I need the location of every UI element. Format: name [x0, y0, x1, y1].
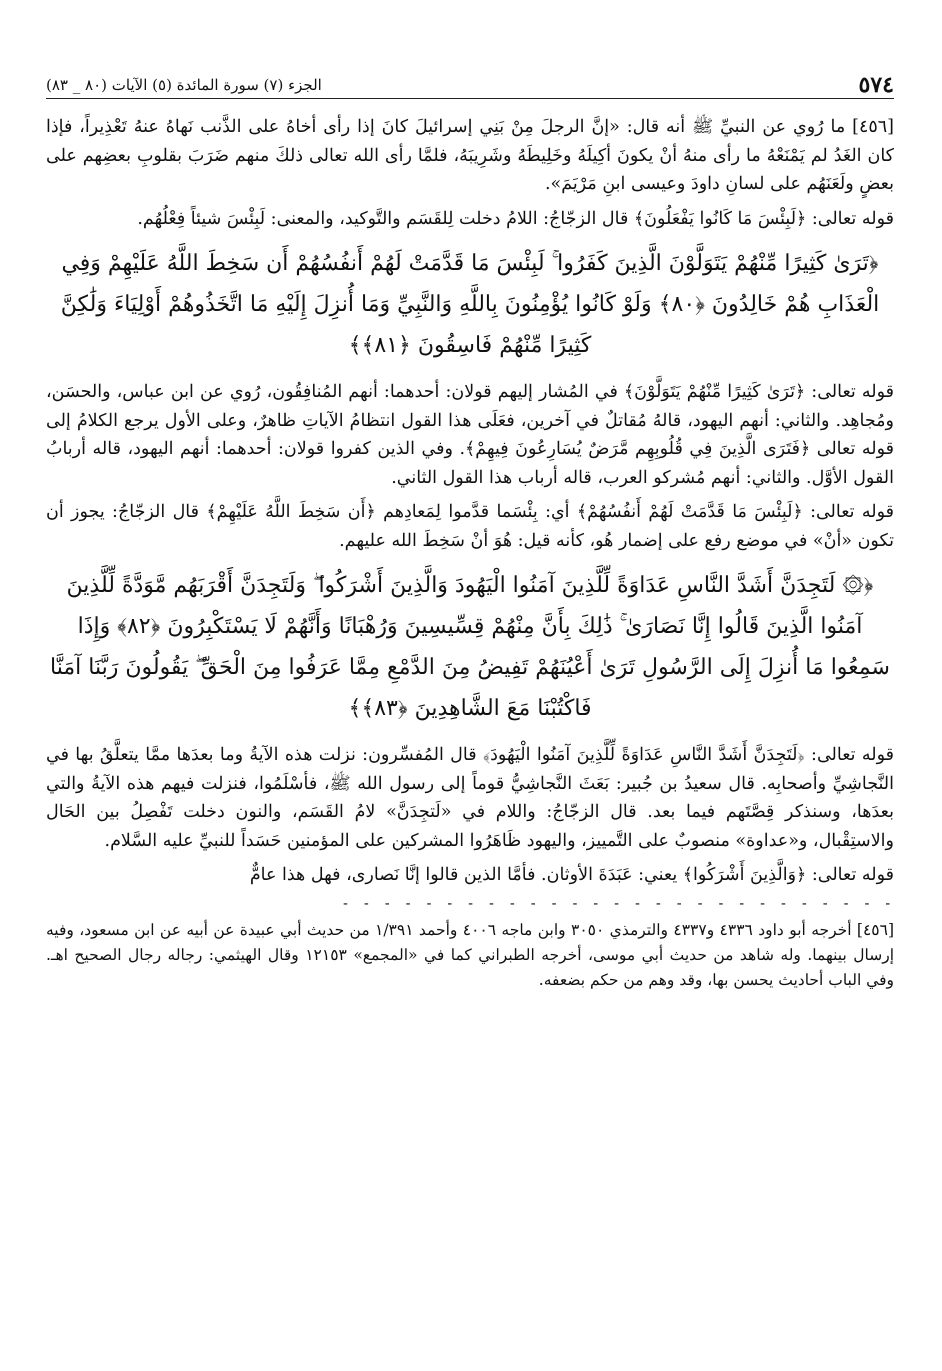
commentary-paragraph-3: قوله تعالى: ﴿لَبِئْسَ مَا قَدَّمَتْ لَهُمْ أَنفُسُهُمْ﴾ أي: بِئْسَما قدَّموا لِمَعادِهم ﴿أَن سَخِطَ اللَّهُ عَلَيْهِمْ﴾ قال الزجّاجُ: يجوز أن تكون «أنْ» في موضع رفع على إضمار هُو، كأنه قيل: هُوَ أنْ سَخِطَ الله عليهم.	[46, 502, 894, 551]
hadith-paragraph: [٤٥٦] ما رُوي عن النبيِّ ﷺ أنه قال: «إنَّ الرجلَ مِنْ بَنِي إسرائيلَ كانَ إذا رأى أخاهُ على الذَّنب نَهاهُ عنهُ تَعْذِيراً، فإذا كان الغَدُ لم يَمْنَعْهُ ما رأى منهُ أنْ يكونَ أكِيلَهُ وخَلِيطَهُ وشَرِيبَهُ، فلمَّا رأى الله تعالى ذلكَ منهم ضَرَبَ بقلوبِ بعضِهم على بعضٍ ولَعَنَهُم على لسانِ داودَ وعيسى ابنِ مَرْيَمَ».	[46, 117, 894, 194]
footnote-text: [٤٥٦] أخرجه أبو داود ٤٣٣٦ و٤٣٣٧ والترمذي ٣٠٥٠ وابن ماجه ٤٠٠٦ وأحمد ١/٣٩١ من حديث أبي عبيدة عن أبيه عن ابن مسعود، وفيه إرسال بينهما. وله شاهد من حديث أبي موسى، أخرجه الطبراني كما في «المجمع» ١٢١٥٣ وقال الهيثمي: رجاله رجال الصحيح اهـ. وفي الباب أحاديث يحسن بها، وقد وهم من حكم بضعفه.	[46, 920, 894, 989]
running-head: الجزء (٧) سورة المائدة (٥) الآيات (٨٠ _ ٨٣)	[46, 76, 322, 94]
commentary-paragraph-5: قوله تعالى: ﴿وَالَّذِينَ أَشْرَكُوا﴾ يعني: عَبَدَةَ الأوثان. فأمَّا الذين قالوا إنَّا نَصارى، فهل هذا عامٌّ	[249, 865, 894, 885]
quran-verse-82-83: ﴿۞ لَتَجِدَنَّ أَشَدَّ النَّاسِ عَدَاوَةً لِّلَّذِينَ آمَنُوا الْيَهُودَ وَالَّذِينَ أَشْرَكُوا ۖ وَلَتَجِدَنَّ أَقْرَبَهُم مَّوَدَّةً لِّلَّذِينَ آمَنُوا الَّذِينَ قَالُوا إِنَّا نَصَارَىٰ ۚ ذَٰلِكَ بِأَنَّ مِنْهُمْ قِسِّيسِينَ وَرُهْبَانًا وَأَنَّهُمْ لَا يَسْتَكْبِرُونَ ﴿٨٢﴾ وَإِذَا سَمِعُوا مَا أُنزِلَ إِلَى الرَّسُولِ تَرَىٰ أَعْيُنَهُمْ تَفِيضُ مِنَ الدَّمْعِ مِمَّا عَرَفُوا مِنَ الْحَقِّ ۖ يَقُولُونَ رَبَّنَا آمَنَّا فَاكْتُبْنَا مَعَ الشَّاهِدِينَ ﴿٨٣﴾﴾	[50, 573, 890, 721]
commentary-paragraph-4: قوله تعالى: ﴿لَتَجِدَنَّ أَشَدَّ النَّاسِ عَدَاوَةً لِّلَّذِينَ آمَنُوا الْيَهُودَ﴾ قال المُفسِّرون: نزلت هذه الآيةُ وما بعدَها ممَّا يتعلَّقُ بها في النَّجاشِيِّ وأصحابِه. قال سعيدُ بن جُبير: بَعَثَ النَّجاشِيُّ قوماً إلى رسول الله ﷺ، فأسْلَمُوا، فنزلت فيهم هذه الآيةُ والتي بعدَها، وسنذكر قِصَّتَهم فيما بعد. قال الزجّاجُ: واللام في «لَتجِدَنَّ» لامُ القَسَم، والنون دخلت تَفْصِلُ بين الحَال والاستِقْبال، و«عداوة» منصوبٌ على التَّمييز، واليهود ظَاهَرُوا المشركين على المؤمنين حَسَداً للنبيِّ عليه السَّلام.	[46, 745, 894, 851]
commentary-paragraph-1: قوله تعالى: ﴿لَبِئْسَ مَا كَانُوا يَفْعَلُونَ﴾ قال الزجّاجُ: اللامُ دخلت لِلقَسَم والتَّوكيد، والمعنى: لَبِئْسَ شيئاً فِعْلُهُم.	[137, 208, 894, 229]
footnote-separator: - - - - - - - - - - - - - - - - - - - - - - - - - - -	[341, 895, 894, 912]
page-header	[46, 58, 894, 99]
page-number: ٥٧٤	[858, 72, 894, 98]
commentary-paragraph-2: قوله تعالى: ﴿تَرَىٰ كَثِيرًا مِّنْهُمْ يَتَوَلَّوْنَ﴾ في المُشار إليهم قولان: أحدهما: أنهم المُنافِقُون، رُوي عن ابن عباس، والحسَن، ومُجاهِد. والثاني: أنهم اليهود، قالهُ مُقاتلٌ في آخرين، فعَلَى هذا القول انتظامُ الآياتِ ظاهرٌ، وعلى الأول يرجع الكلامُ إلى قوله تعالى ﴿فَتَرَى الَّذِينَ فِي قُلُوبِهِم مَّرَضٌ يُسَارِعُونَ فِيهِمْ﴾. وفي الذين كفروا قولان: أحدهما: أنهم اليهود، قاله أربابُ القول الأوَّل. والثاني: أنهم مُشركو العرب، قاله أرباب هذا القول الثاني.	[46, 382, 894, 488]
quran-verse-80-81: ﴿تَرَىٰ كَثِيرًا مِّنْهُمْ يَتَوَلَّوْنَ الَّذِينَ كَفَرُوا ۚ لَبِئْسَ مَا قَدَّمَتْ لَهُمْ أَنفُسُهُمْ أَن سَخِطَ اللَّهُ عَلَيْهِمْ وَفِي الْعَذَابِ هُمْ خَالِدُونَ ﴿٨٠﴾ وَلَوْ كَانُوا يُؤْمِنُونَ بِاللَّهِ وَالنَّبِيِّ وَمَا أُنزِلَ إِلَيْهِ مَا اتَّخَذُوهُمْ أَوْلِيَاءَ وَلَٰكِنَّ كَثِيرًا مِّنْهُمْ فَاسِقُونَ ﴿٨١﴾﴾	[60, 251, 880, 358]
